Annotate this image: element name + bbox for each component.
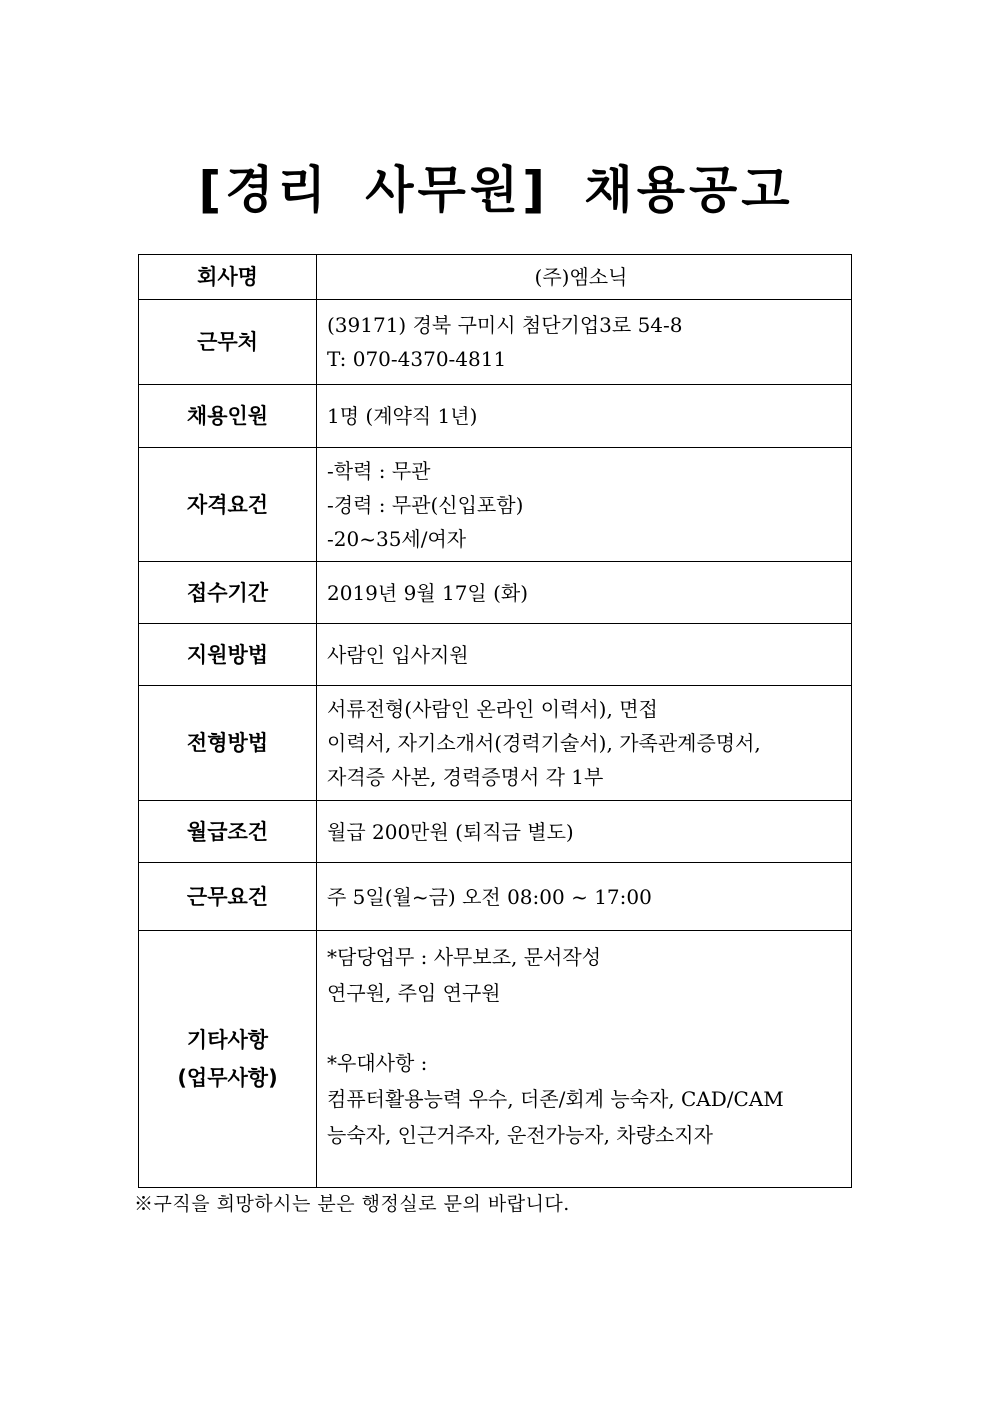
application-method-text: 사람인 입사지원 [327,642,469,667]
label-other-details-line-1: 기타사항 [186,1028,269,1052]
workplace-phone: T: 070-4370-4811 [327,347,507,371]
value-working-conditions [317,863,852,931]
value-company [317,255,852,300]
selection-line-1: 서류전형(사람인 온라인 이력서), 면접 [327,697,658,721]
spacer-line [327,1011,845,1045]
label-other-details [139,931,317,1188]
qualification-age-gender: -20~35세/여자 [327,526,467,551]
label-headcount: 채용인원 [139,385,317,448]
row-headcount [139,385,852,448]
selection-line-2: 이력서, 자기소개서(경력기술서), 가족관계증명서, [327,731,761,755]
duty-detail: 연구원, 주임 연구원 [327,981,501,1005]
value-headcount [317,385,852,448]
label-application-period: 접수기간 [139,562,317,624]
preference-line-2: 능숙자, 인근거주자, 운전가능자, 차량소지자 [327,1123,713,1147]
working-hours-text: 주 5일(월~금) 오전 08:00 ~ 17:00 [327,884,652,909]
row-other-details [139,931,852,1188]
salary-text: 월급 200만원 (퇴직금 별도) [327,819,574,844]
workplace-address: (39171) 경북 구미시 첨단기업3로 54-8 [327,313,683,337]
label-other-details-line-2: (업무사항) [177,1066,278,1090]
label-qualifications: 자격요건 [139,448,317,562]
value-qualifications [317,448,852,562]
value-salary [317,801,852,863]
value-application-method [317,624,852,686]
row-company [139,255,852,300]
row-qualifications [139,448,852,562]
application-date: 2019년 9월 17일 (화) [327,580,529,605]
label-working-conditions: 근무요건 [139,863,317,931]
value-workplace [317,300,852,385]
selection-line-3: 자격증 사본, 경력증명서 각 1부 [327,765,604,789]
preference-title: *우대사항 : [327,1051,428,1075]
qualification-education: -학력 : 무관 [327,458,431,483]
value-other-details [317,931,852,1188]
row-working-conditions [139,863,852,931]
label-salary: 월급조건 [139,801,317,863]
headcount-text: 1명 (계약직 1년) [327,404,478,428]
row-application-method [139,624,852,686]
value-selection-process [317,686,852,801]
page-title: [경리 사무원] 채용공고 [198,161,794,219]
row-workplace [139,300,852,385]
row-application-period [139,562,852,624]
row-salary [139,801,852,863]
company-name: (주)엠소닉 [534,265,628,289]
preference-line-1: 컴퓨터활용능력 우수, 더존/회계 능숙자, CAD/CAM [327,1087,784,1111]
label-selection-process: 전형방법 [139,686,317,801]
job-posting-table [138,254,852,1188]
duty-title: *담당업무 : 사무보조, 문서작성 [327,945,602,969]
label-company: 회사명 [139,255,317,300]
label-application-method: 지원방법 [139,624,317,686]
qualification-experience: -경력 : 무관(신입포함) [327,492,524,517]
row-selection-process [139,686,852,801]
label-workplace: 근무처 [139,300,317,385]
contact-footnote: ※구직을 희망하시는 분은 행정실로 문의 바랍니다. [134,1193,570,1215]
value-application-period [317,562,852,624]
